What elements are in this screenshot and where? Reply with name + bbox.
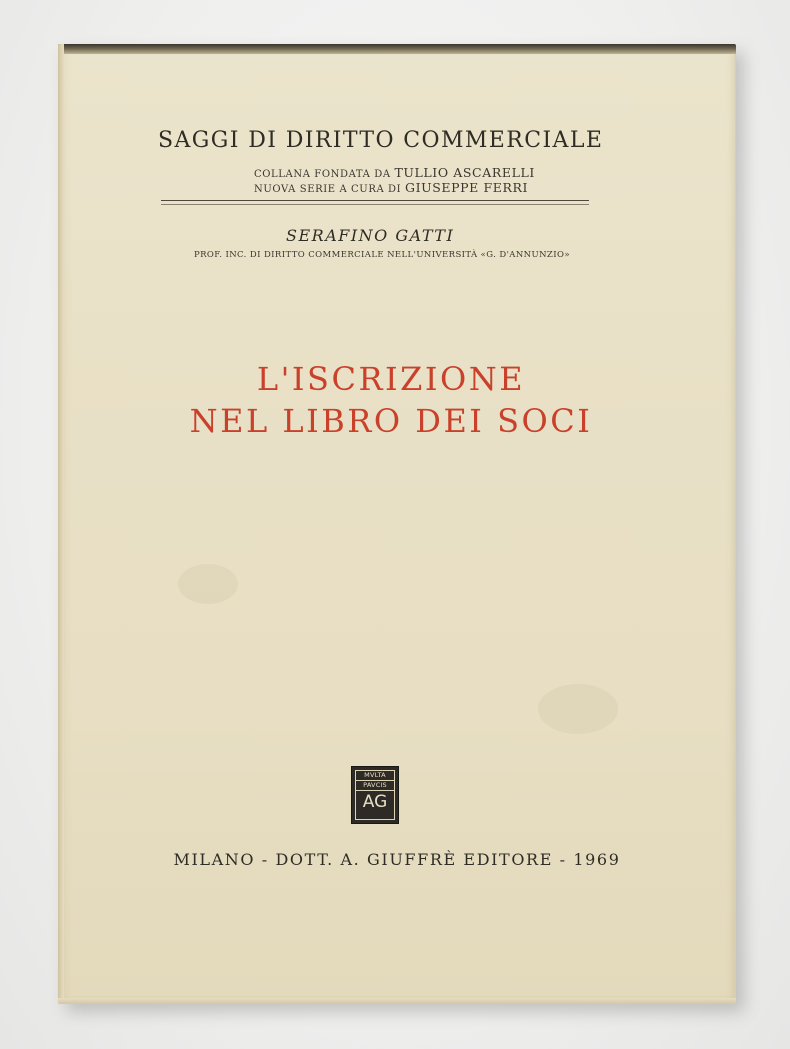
series-founder-label: COLLANA FONDATA DA [254,169,391,180]
logo-text-paucis: PAVCIS [356,781,394,791]
divider-rule [161,200,589,201]
book-top-edge [58,44,736,54]
publisher-logo-frame [355,770,395,820]
author-name: SERAFINO GATTI [286,226,455,245]
publisher-logo [351,766,399,824]
paper-stain [178,564,238,604]
book-cover [58,44,736,1004]
divider-rule-thin [161,204,589,205]
series-editor-name: GIUSEPPE FERRI [405,180,529,195]
publisher-imprint: MILANO - DOTT. A. GIUFFRÈ EDITORE - 1969 [173,850,621,869]
logo-monogram: AG [362,792,388,812]
book-bottom-edge [58,998,736,1004]
author-affiliation: PROF. INC. DI DIRITTO COMMERCIALE NELL'UNIVERSITÀ «G. D'ANNUNZIO» [194,250,570,260]
logo-text-multa: MVLTA [356,771,394,781]
series-editor-label: NUOVA SERIE A CURA DI [254,184,402,195]
paper-stain [538,684,618,734]
series-editor-line [254,180,594,195]
book-title-line1: L'ISCRIZIONE [256,360,526,398]
book-title-line2: NEL LIBRO DEI SOCI [189,402,593,440]
series-founder-name: TULLIO ASCARELLI [394,165,535,180]
series-title: SAGGI DI DIRITTO COMMERCIALE [158,128,604,153]
series-founder-line [254,165,594,180]
